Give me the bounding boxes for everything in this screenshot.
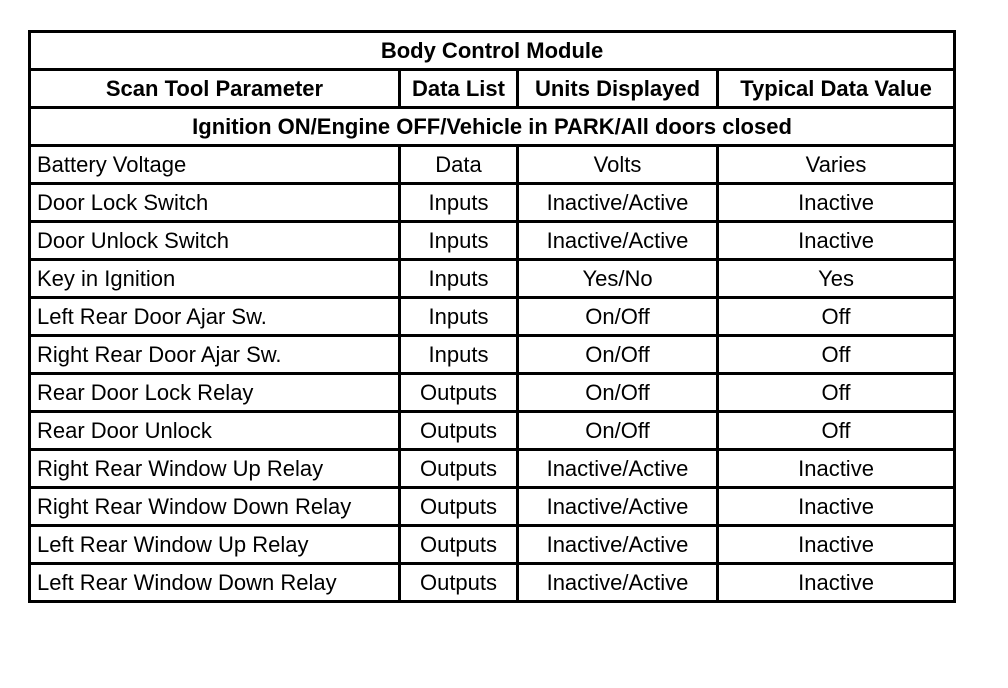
header-typical-data-value: Typical Data Value bbox=[718, 70, 955, 108]
data-list-cell: Data bbox=[400, 146, 518, 184]
units-cell: On/Off bbox=[518, 336, 718, 374]
typical-value-cell: Inactive bbox=[718, 564, 955, 602]
condition-row bbox=[30, 108, 955, 146]
data-list-cell: Outputs bbox=[400, 564, 518, 602]
units-cell: On/Off bbox=[518, 374, 718, 412]
parameter-cell: Left Rear Window Up Relay bbox=[30, 526, 400, 564]
units-cell: Volts bbox=[518, 146, 718, 184]
units-cell: Inactive/Active bbox=[518, 526, 718, 564]
units-cell: Inactive/Active bbox=[518, 184, 718, 222]
data-list-cell: Inputs bbox=[400, 184, 518, 222]
typical-value-cell: Yes bbox=[718, 260, 955, 298]
data-list-cell: Outputs bbox=[400, 412, 518, 450]
parameter-cell: Rear Door Unlock bbox=[30, 412, 400, 450]
table-body bbox=[30, 146, 955, 602]
test-condition: Ignition ON/Engine OFF/Vehicle in PARK/All doors closed bbox=[30, 108, 955, 146]
header-data-list: Data List bbox=[400, 70, 518, 108]
table-title-row bbox=[30, 32, 955, 70]
typical-value-cell: Inactive bbox=[718, 450, 955, 488]
table-row bbox=[30, 146, 955, 184]
parameter-cell: Rear Door Lock Relay bbox=[30, 374, 400, 412]
table-row bbox=[30, 336, 955, 374]
data-list-cell: Outputs bbox=[400, 374, 518, 412]
body-control-module-table bbox=[28, 30, 956, 603]
table-row bbox=[30, 184, 955, 222]
parameter-cell: Right Rear Window Down Relay bbox=[30, 488, 400, 526]
parameter-cell: Key in Ignition bbox=[30, 260, 400, 298]
units-cell: Inactive/Active bbox=[518, 564, 718, 602]
header-units-displayed: Units Displayed bbox=[518, 70, 718, 108]
typical-value-cell: Inactive bbox=[718, 222, 955, 260]
units-cell: On/Off bbox=[518, 298, 718, 336]
data-list-cell: Outputs bbox=[400, 488, 518, 526]
data-list-cell: Outputs bbox=[400, 526, 518, 564]
parameter-cell: Door Unlock Switch bbox=[30, 222, 400, 260]
typical-value-cell: Off bbox=[718, 412, 955, 450]
table-row bbox=[30, 488, 955, 526]
data-list-cell: Outputs bbox=[400, 450, 518, 488]
parameter-cell: Battery Voltage bbox=[30, 146, 400, 184]
data-list-cell: Inputs bbox=[400, 260, 518, 298]
typical-value-cell: Varies bbox=[718, 146, 955, 184]
typical-value-cell: Inactive bbox=[718, 526, 955, 564]
parameter-cell: Left Rear Window Down Relay bbox=[30, 564, 400, 602]
table-header-row bbox=[30, 70, 955, 108]
data-list-cell: Inputs bbox=[400, 298, 518, 336]
table-row bbox=[30, 260, 955, 298]
units-cell: Yes/No bbox=[518, 260, 718, 298]
units-cell: On/Off bbox=[518, 412, 718, 450]
parameter-cell: Right Rear Door Ajar Sw. bbox=[30, 336, 400, 374]
typical-value-cell: Off bbox=[718, 374, 955, 412]
parameter-cell: Door Lock Switch bbox=[30, 184, 400, 222]
header-scan-tool-parameter: Scan Tool Parameter bbox=[30, 70, 400, 108]
table-row bbox=[30, 450, 955, 488]
parameter-cell: Right Rear Window Up Relay bbox=[30, 450, 400, 488]
data-list-cell: Inputs bbox=[400, 222, 518, 260]
table-row bbox=[30, 222, 955, 260]
table-row bbox=[30, 412, 955, 450]
units-cell: Inactive/Active bbox=[518, 222, 718, 260]
typical-value-cell: Off bbox=[718, 298, 955, 336]
data-list-cell: Inputs bbox=[400, 336, 518, 374]
table-row bbox=[30, 526, 955, 564]
parameter-cell: Left Rear Door Ajar Sw. bbox=[30, 298, 400, 336]
table-row bbox=[30, 374, 955, 412]
units-cell: Inactive/Active bbox=[518, 450, 718, 488]
typical-value-cell: Inactive bbox=[718, 184, 955, 222]
table-row bbox=[30, 564, 955, 602]
table-row bbox=[30, 298, 955, 336]
typical-value-cell: Off bbox=[718, 336, 955, 374]
typical-value-cell: Inactive bbox=[718, 488, 955, 526]
units-cell: Inactive/Active bbox=[518, 488, 718, 526]
table-title: Body Control Module bbox=[30, 32, 955, 70]
